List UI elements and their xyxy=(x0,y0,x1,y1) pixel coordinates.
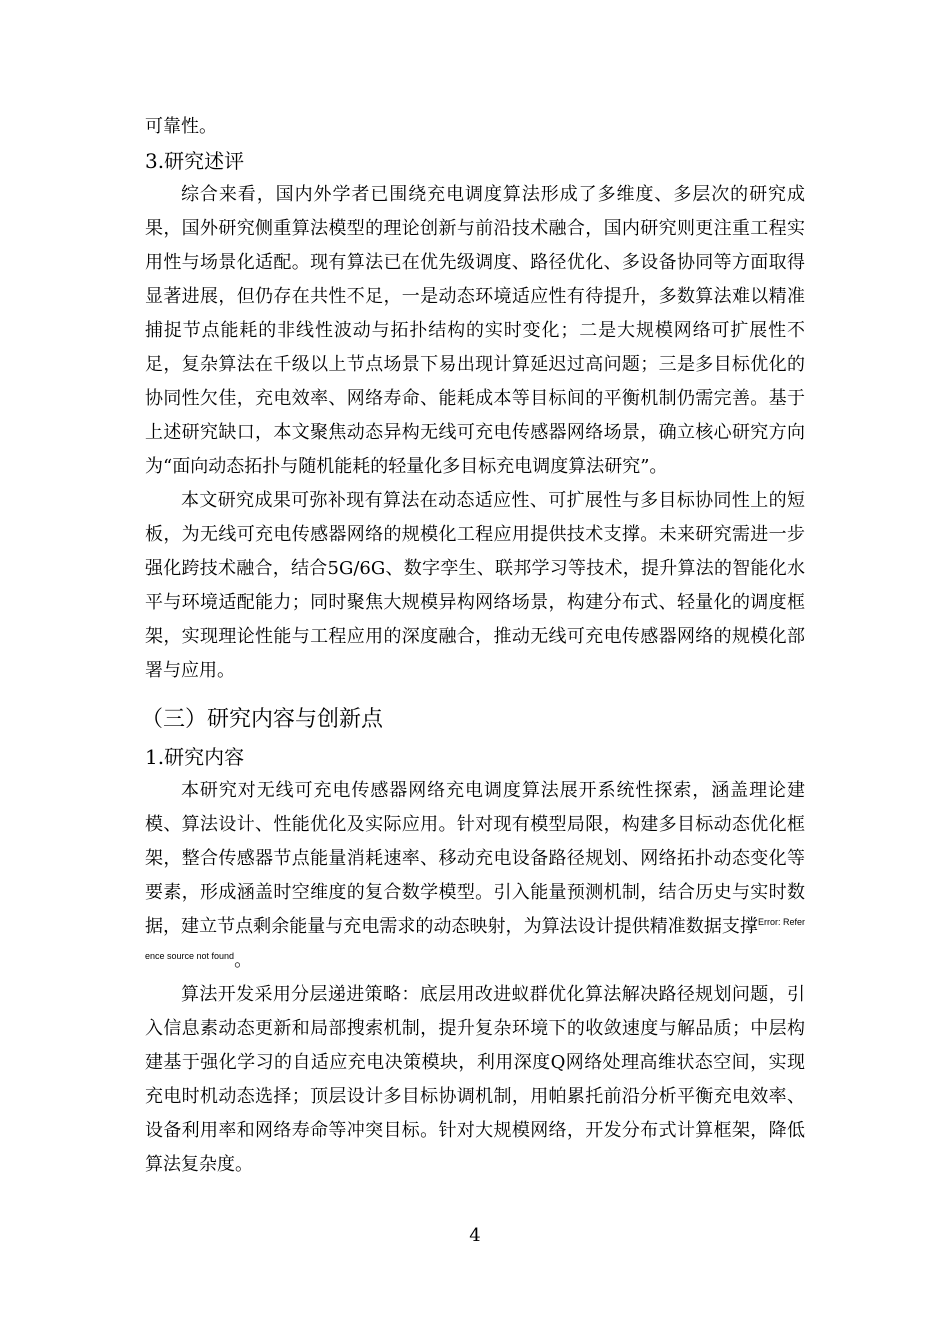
paragraph-algorithm-strategy: 算法开发采用分层递进策略：底层用改进蚁群优化算法解决路径规划问题，引入信息素动态更新和局部搜索机制，提升复杂环境下的收敛速度与解品质；中层构建基于强化学习的自适应充电决策模块，利用深度Q网络处理高维状态空间，实现充电时机动态选择；顶层设计多目标协调机制，用帕累托前沿分析平衡充电效率、设备利用率和网络寿命等冲突目标。针对大规模网络，开发分布式计算框架，降低算法复杂度。 xyxy=(145,984,805,1175)
subheading-research-content: 1.研究内容 xyxy=(145,745,245,769)
paragraph-review-outlook: 本文研究成果可弥补现有算法在动态适应性、可扩展性与多目标协同性上的短板，为无线可充电传感器网络的规模化工程应用提供技术支撑。未来研究需进一步强化跨技术融合，结合5G/6G、数字孪生、联邦学习等技术，提升算法的智能化水平与环境适配能力；同时聚焦大规模异构网络场景，构建分布式、轻量化的调度框架，实现理论性能与工程应用的深度融合，推动无线可充电传感器网络的规模化部署与应用。 xyxy=(145,490,805,681)
subheading-research-review: 3.研究述评 xyxy=(145,149,245,173)
section-heading-content-innovation: （三）研究内容与创新点 xyxy=(141,707,384,732)
paragraph-review-summary: 综合来看，国内外学者已围绕充电调度算法形成了多维度、多层次的研究成果，国外研究侧重算法模型的理论创新与前沿技术融合，国内研究则更注重工程实用性与场景化适配。现有算法已在优先级调度、路径优化、多设备协同等方面取得显著进展，但仍存在共性不足，一是动态环境适应性有待提升，多数算法难以精准捕捉节点能耗的非线性波动与拓扑结构的实时变化；二是大规模网络可扩展性不足，复杂算法在千级以上节点场景下易出现计算延迟过高问题；三是多目标优化的协同性欠佳，充电效率、网络寿命、能耗成本等目标间的平衡机制仍需完善。基于上述研究缺口，本文聚焦动态异构无线可充电传感器网络场景，确立核心研究方向为“面向动态拓扑与随机能耗的轻量化多目标充电调度算法研究”。 xyxy=(145,184,805,477)
reference-error-note: Error: Reference source not found xyxy=(145,917,805,961)
paragraph-continuation: 可靠性。 xyxy=(145,116,217,137)
page-number: 4 xyxy=(469,1225,481,1246)
paragraph-research-content xyxy=(145,774,805,978)
paragraph-research-content-text: 本研究对无线可充电传感器网络充电调度算法展开系统性探索，涵盖理论建模、算法设计、性能优化及实际应用。针对现有模型局限，构建多目标动态优化框架，整合传感器节点能量消耗速率、移动充电设备路径规划、网络拓扑动态变化等要素，形成涵盖时空维度的复合数学模型。引入能量预测机制，结合历史与实时数据，建立节点剩余能量与充电需求的动态映射，为算法设计提供精准数据支撑 xyxy=(145,780,805,937)
paragraph-research-content-end: 。 xyxy=(234,950,253,971)
page-content xyxy=(141,110,805,1182)
